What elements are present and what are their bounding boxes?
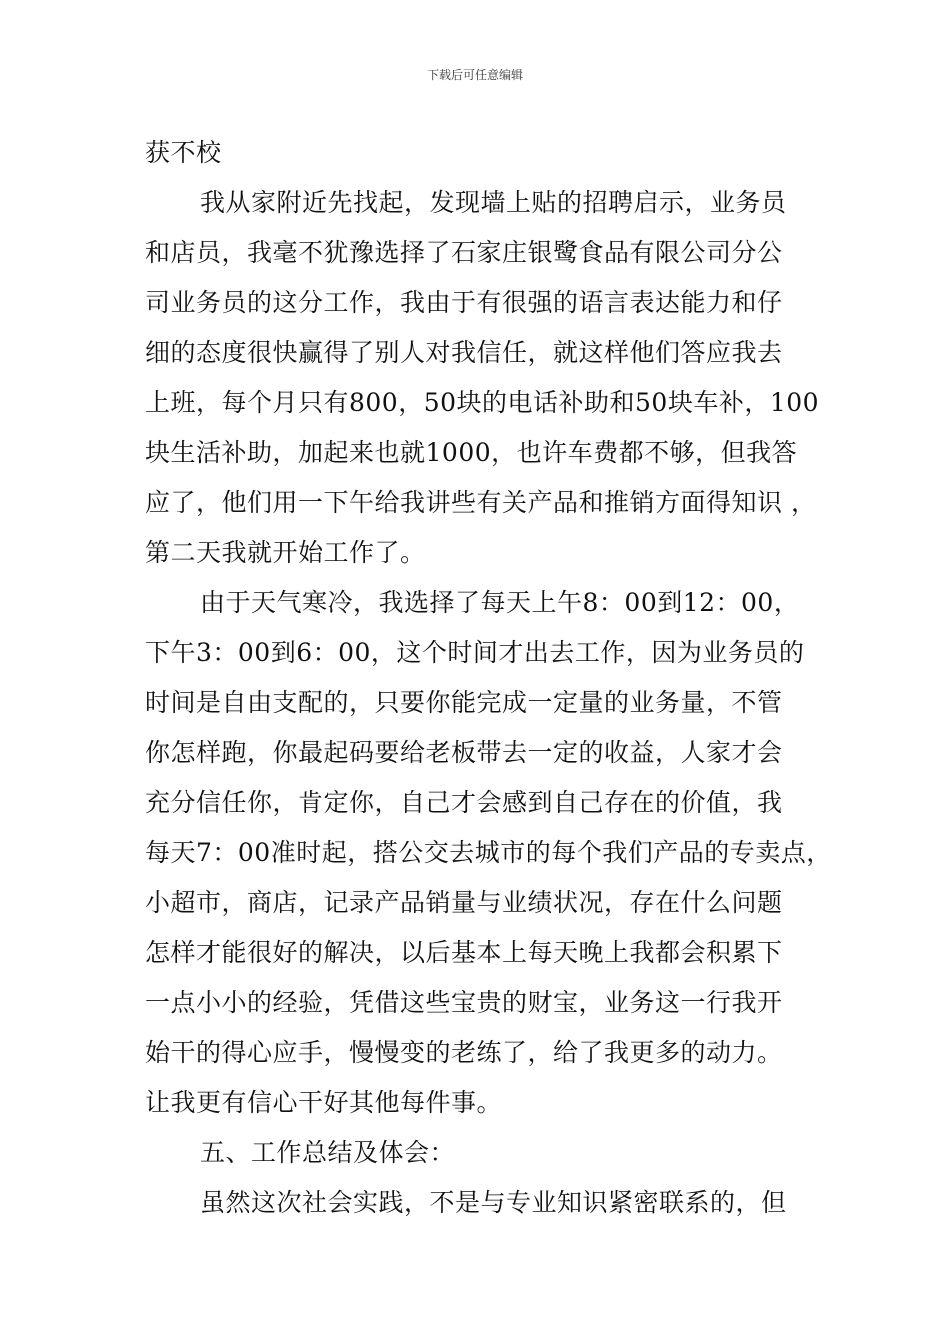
text-line: 块生活补助，加起来也就1000，也许车费都不够，但我答 bbox=[145, 438, 798, 467]
text-line: 充分信任你，肯定你，自己才会感到自己存在的价值，我 bbox=[145, 788, 783, 817]
text-line: 始干的得心应手，慢慢变的老练了，给了我更多的动力。 bbox=[145, 1038, 783, 1067]
paragraph-start-line: 我从家附近先找起，发现墙上贴的招聘启示，业务员 bbox=[200, 188, 787, 217]
text-line: 小超市，商店，记录产品销量与业绩状况，存在什么问题 bbox=[145, 888, 783, 917]
text-line: 上班，每个月只有800，50块的电话补助和50块车补，100 bbox=[145, 388, 820, 417]
page-header-note: 下载后可任意编辑 bbox=[426, 68, 523, 82]
paragraph-start-line: 由于天气寒冷，我选择了每天上午8：00到12：00， bbox=[200, 588, 800, 617]
text-line: 和店员，我毫不犹豫选择了石家庄银鹭食品有限公司分公 bbox=[145, 238, 783, 267]
section-heading: 五、工作总结及体会： bbox=[200, 1138, 456, 1167]
text-line: 让我更有信心干好其他每件事。 bbox=[145, 1088, 503, 1117]
text-line: 司业务员的这分工作，我由于有很强的语言表达能力和仔 bbox=[145, 288, 783, 317]
text-line: 应了，他们用一下午给我讲些有关产品和推销方面得知识 ， bbox=[145, 488, 817, 517]
text-line: 细的态度很快赢得了别人对我信任，就这样他们答应我去 bbox=[145, 338, 783, 367]
text-line: 第二天我就开始工作了。 bbox=[145, 538, 426, 567]
text-line: 下午3：00到6：00，这个时间才出去工作，因为业务员的 bbox=[145, 638, 805, 667]
document-body bbox=[145, 128, 832, 1228]
text-line: 你怎样跑，你最起码要给老板带去一定的收益，人家才会 bbox=[145, 738, 783, 767]
text-line: 每天7：00准时起，搭公交去城市的每个我们产品的专卖点， bbox=[145, 838, 832, 867]
text-line: 获不校 bbox=[145, 138, 222, 167]
paragraph-start-line: 虽然这次社会实践，不是与专业知识紧密联系的，但 bbox=[200, 1188, 787, 1217]
text-line: 怎样才能很好的解决，以后基本上每天晚上我都会积累下 bbox=[145, 938, 783, 967]
text-line: 时间是自由支配的，只要你能完成一定量的业务量，不管 bbox=[145, 688, 783, 717]
text-line: 一点小小的经验，凭借这些宝贵的财宝，业务这一行我开 bbox=[145, 988, 783, 1017]
